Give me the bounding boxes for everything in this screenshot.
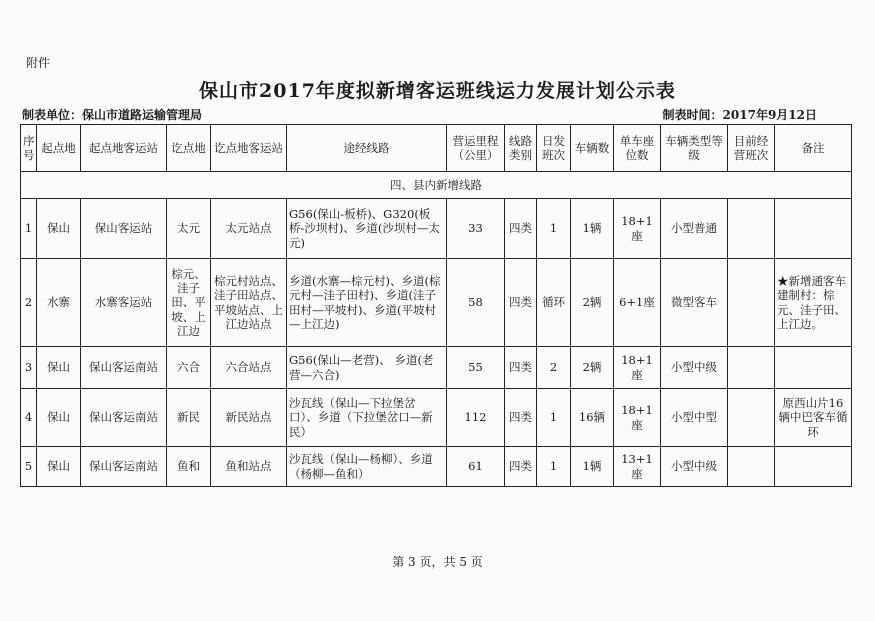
cell-seats: 18+1座 [614,347,661,389]
header-daily-trips: 日发班次 [537,125,571,172]
header-dest: 讫点地 [167,125,211,172]
header-remarks: 备注 [775,125,852,172]
cell-route: G56(保山—老营)、 乡道(老营—六合) [287,347,447,389]
page-title: 保山市2017年度拟新增客运班线运力发展计划公示表 [199,80,676,102]
cell-dest: 新民 [167,389,211,447]
attachment-label: 附件 [26,56,51,70]
header-vehicles: 车辆数 [571,125,614,172]
header-route: 途经线路 [287,125,447,172]
header-vehicle-type: 车辆类型等级 [661,125,728,172]
cell-origin-station: 水寨客运站 [81,259,167,347]
cell-mileage: 61 [447,447,505,487]
cell-current-trips [728,347,775,389]
cell-origin-station: 保山客运南站 [81,389,167,447]
cell-vehicles: 2辆 [571,259,614,347]
cell-line-class: 四类 [505,259,537,347]
cell-route: G56(保山-板桥)、G320(板桥-沙坝村)、乡道(沙坝村—太元) [287,199,447,259]
cell-mileage: 33 [447,199,505,259]
table-row [21,199,852,259]
table-row [21,259,852,347]
table-row [21,389,852,447]
table-header-row [21,125,852,172]
cell-mileage: 58 [447,259,505,347]
cell-vehicle-type: 小型中级 [661,447,728,487]
header-origin: 起点地 [37,125,81,172]
cell-remarks: ★新增通客车建制村：棕元、洼子田、上江边。 [775,259,852,347]
cell-seats: 18+1座 [614,389,661,447]
plan-table [20,124,852,487]
cell-vehicles: 16辆 [571,389,614,447]
header-seats: 单车座位数 [614,125,661,172]
cell-origin-station: 保山客运南站 [81,347,167,389]
cell-seq: 5 [21,447,37,487]
cell-seq: 3 [21,347,37,389]
header-seq: 序号 [21,125,37,172]
cell-line-class: 四类 [505,199,537,259]
cell-dest: 六合 [167,347,211,389]
cell-line-class: 四类 [505,447,537,487]
cell-seats: 13+1座 [614,447,661,487]
cell-seq: 1 [21,199,37,259]
cell-origin: 保山 [37,447,81,487]
issue-date: 制表时间：2017年9月12日 [662,108,817,122]
cell-seq: 4 [21,389,37,447]
section-row [21,172,852,199]
cell-line-class: 四类 [505,347,537,389]
cell-remarks [775,447,852,487]
cell-seats: 18+1座 [614,199,661,259]
cell-seats: 6+1座 [614,259,661,347]
header-line-class: 线路类别 [505,125,537,172]
cell-dest: 鱼和 [167,447,211,487]
cell-vehicle-type: 微型客车 [661,259,728,347]
cell-mileage: 112 [447,389,505,447]
cell-vehicles: 2辆 [571,347,614,389]
table-row [21,447,852,487]
cell-dest: 棕元、洼子田、平坡、上江边 [167,259,211,347]
cell-daily-trips: 1 [537,389,571,447]
cell-origin-station: 保山客运南站 [81,447,167,487]
cell-daily-trips: 循环 [537,259,571,347]
cell-remarks: 原西山片16辆中巴客车循环 [775,389,852,447]
cell-dest-station: 棕元村站点、洼子田站点、平坡站点、上江边站点 [211,259,287,347]
cell-daily-trips: 2 [537,347,571,389]
header-origin-station: 起点地客运站 [81,125,167,172]
cell-origin: 保山 [37,389,81,447]
cell-remarks [775,347,852,389]
cell-origin: 保山 [37,347,81,389]
cell-current-trips [728,199,775,259]
cell-vehicle-type: 小型中级 [661,347,728,389]
cell-line-class: 四类 [505,389,537,447]
cell-vehicles: 1辆 [571,199,614,259]
cell-vehicles: 1辆 [571,447,614,487]
page-number: 第 3 页，共 5 页 [392,555,483,569]
header-current-trips: 目前经营班次 [728,125,775,172]
header-mileage: 营运里程（公里） [447,125,505,172]
cell-origin: 水寨 [37,259,81,347]
cell-current-trips [728,389,775,447]
cell-dest-station: 鱼和站点 [211,447,287,487]
header-dest-station: 讫点地客运站 [211,125,287,172]
cell-seq: 2 [21,259,37,347]
cell-route: 沙瓦线（保山—下拉堡岔口）、乡道（下拉堡岔口—新民） [287,389,447,447]
cell-origin: 保山 [37,199,81,259]
cell-vehicle-type: 小型中型 [661,389,728,447]
cell-dest-station: 太元站点 [211,199,287,259]
cell-dest-station: 新民站点 [211,389,287,447]
cell-route: 乡道(水寨—棕元村)、乡道(棕元村—洼子田村)、乡道(洼子田村—平坡村)、乡道(平坡村—上江边) [287,259,447,347]
cell-vehicle-type: 小型普通 [661,199,728,259]
cell-dest: 太元 [167,199,211,259]
section-title: 四、县内新增线路 [21,172,852,199]
cell-mileage: 55 [447,347,505,389]
table-row [21,347,852,389]
cell-current-trips [728,259,775,347]
cell-current-trips [728,447,775,487]
issuing-unit: 制表单位：保山市道路运输管理局 [22,108,203,122]
cell-origin-station: 保山客运站 [81,199,167,259]
cell-remarks [775,199,852,259]
cell-daily-trips: 1 [537,199,571,259]
cell-daily-trips: 1 [537,447,571,487]
cell-route: 沙瓦线（保山—杨柳）、乡道（杨柳—鱼和） [287,447,447,487]
cell-dest-station: 六合站点 [211,347,287,389]
